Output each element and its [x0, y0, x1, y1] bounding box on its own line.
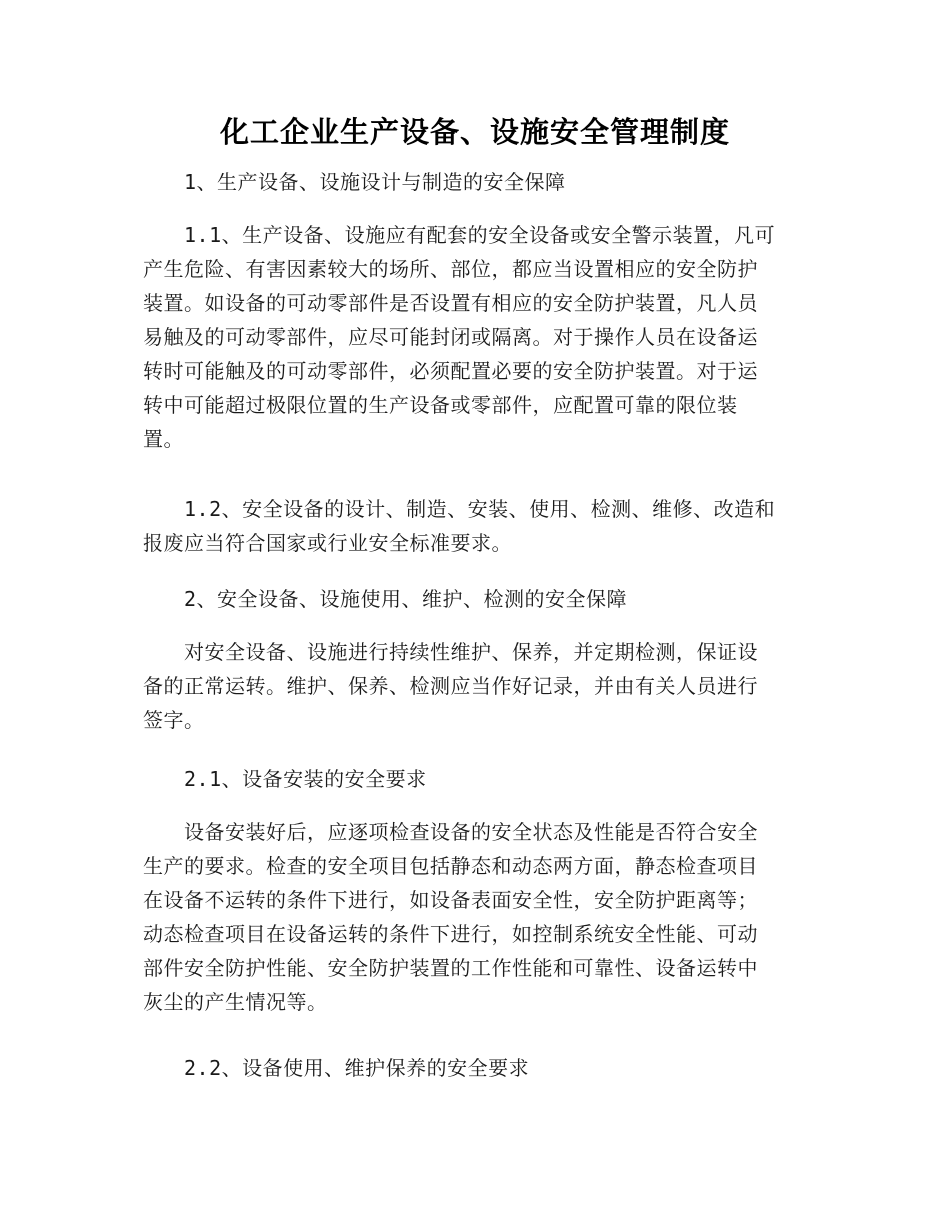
text-line: 生产的要求。检查的安全项目包括静态和动态两方面，静态检查项目 [143, 854, 758, 878]
text-line: 设备安装好后，应逐项检查设备的安全状态及性能是否符合安全 [184, 820, 758, 844]
text-line: 2.1、设备安装的安全要求 [184, 767, 427, 791]
document-title: 化工企业生产设备、设施安全管理制度 [219, 115, 730, 149]
text-line: 1.1、生产设备、设施应有配套的安全设备或安全警示装置，凡可 [184, 223, 776, 247]
text-line: 2.2、设备使用、维护保养的安全要求 [184, 1056, 530, 1080]
text-line: 置。 [143, 427, 184, 451]
paragraph-1-2 [143, 492, 811, 560]
paragraph-2-1 [143, 815, 811, 1019]
text-line: 转时可能触及的可动零部件，必须配置必要的安全防护装置。对于运 [143, 359, 758, 383]
paragraph-2 [143, 635, 811, 737]
text-line: 对安全设备、设施进行持续性维护、保养，并定期检测，保证设 [184, 640, 758, 664]
text-line: 备的正常运转。维护、保养、检测应当作好记录，并由有关人员进行 [143, 674, 758, 698]
text-line: 易触及的可动零部件，应尽可能封闭或隔离。对于操作人员在设备运 [143, 325, 758, 349]
section-heading-2-1 [143, 762, 811, 796]
paragraph-1-1 [143, 218, 811, 456]
section-heading-2-2 [143, 1051, 811, 1085]
text-line: 报废应当符合国家或行业安全标准要求。 [143, 531, 512, 555]
text-line: 装置。如设备的可动零部件是否设置有相应的安全防护装置，凡人员 [143, 291, 758, 315]
section-heading-1 [143, 165, 811, 199]
text-line: 1.2、安全设备的设计、制造、安装、使用、检测、维修、改造和 [184, 497, 776, 521]
section-heading-2 [143, 582, 811, 616]
text-line: 灰尘的产生情况等。 [143, 990, 328, 1014]
text-line: 产生危险、有害因素较大的场所、部位，都应当设置相应的安全防护 [143, 257, 758, 281]
text-line: 部件安全防护性能、安全防护装置的工作性能和可靠性、设备运转中 [143, 956, 758, 980]
text-line: 签字。 [143, 708, 205, 732]
text-line: 2、安全设备、设施使用、维护、检测的安全保障 [184, 587, 628, 611]
text-line: 转中可能超过极限位置的生产设备或零部件，应配置可靠的限位装 [143, 393, 738, 417]
text-line: 在设备不运转的条件下进行，如设备表面安全性，安全防护距离等； [143, 888, 758, 912]
text-line: 动态检查项目在设备运转的条件下进行，如控制系统安全性能、可动 [143, 922, 758, 946]
text-line: 1、生产设备、设施设计与制造的安全保障 [184, 170, 566, 194]
